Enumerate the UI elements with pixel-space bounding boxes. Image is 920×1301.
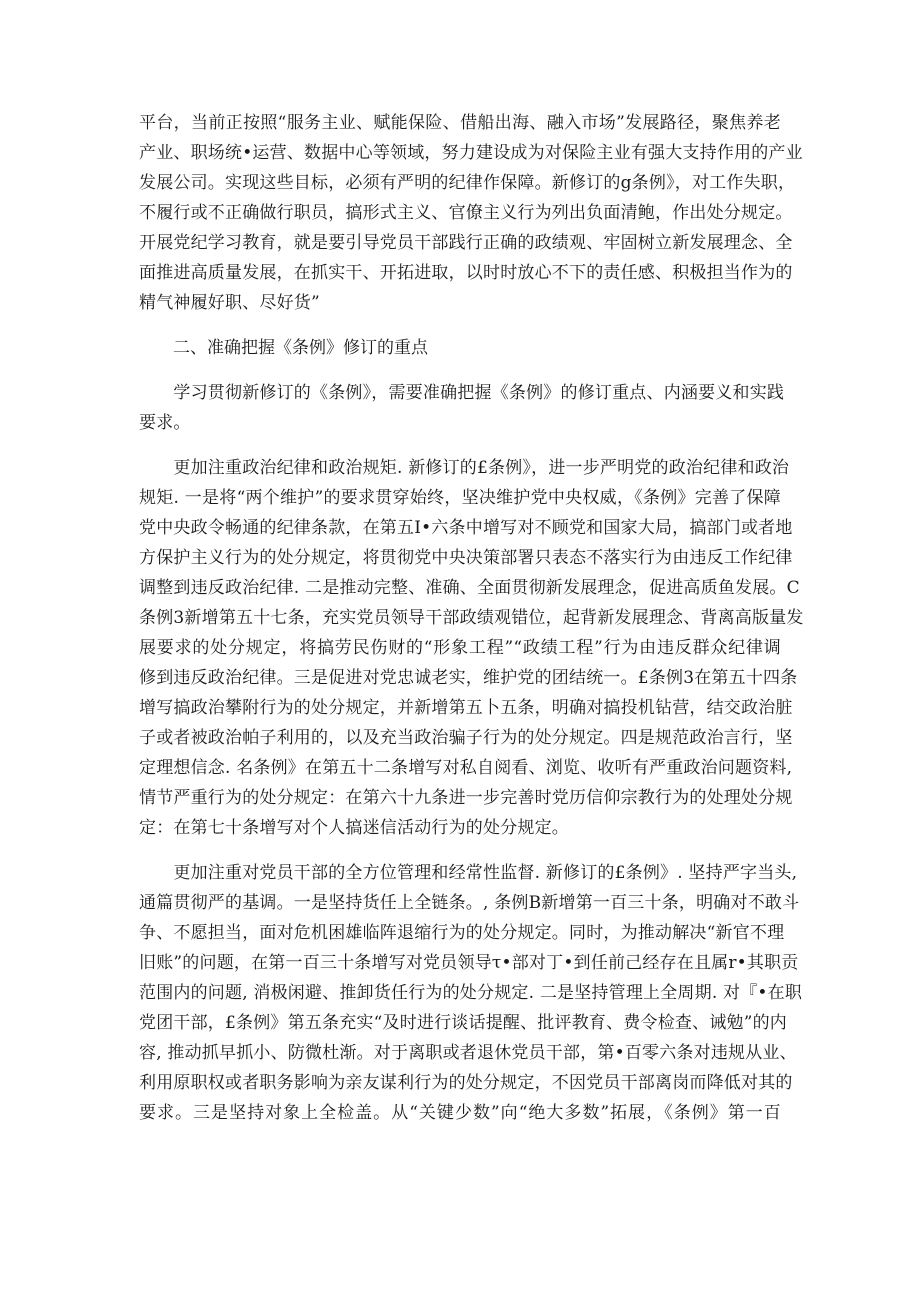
text-line: 范围内的问题, 消极闲避、推卸货任行为的处分规定. 二是坚持管理上全周期. 对『•在职 [139, 983, 803, 1003]
text-line: 方保护主义行为的处分规定，将贯彻党中央决策部署只表态不落实行为由违反工作纪律 [139, 548, 793, 568]
text-line: 学习贯彻新修订的《条例》，需要准确把握《条例》的修订重点、内涵要义和实践 [139, 383, 785, 403]
text-line: 要求。 [139, 413, 191, 433]
paragraph [139, 858, 803, 1128]
text-line: 利用原职权或者职务影响为亲友谋利行为的处分规定，不因党员干部离岗而降低对其的 [139, 1073, 793, 1093]
text-line: 容, 推动抓早抓小、防微杜渐。对于离职或者退休党员干部，第•百零六条对违规从业、 [139, 1043, 797, 1063]
text-line: 规矩. 一是将“两个维护”的要求贯穿始终，坚决维护党中央权威，《条例》完善了保障 [139, 488, 781, 508]
text-line: 党团干部，£条例》第五条充实“及时进行谈话提醒、批评教育、费令检查、诫勉”的内 [139, 1013, 787, 1033]
paragraph [139, 453, 804, 843]
text-line: 定理想信念. 名条例》在第五十二条增写对私自阅看、浏览、收听有严重政治问题资料, [139, 758, 793, 778]
text-line: 不履行或不正确做行职员，搞形式主义、官僚主义行为列出负面清鲍，作出处分规定。 [139, 203, 793, 223]
document-body [139, 108, 804, 1143]
text-line: 子或者被政治帕子利用的，以及充当政治骗子行为的处分规定。四是规范政治言行，坚 [139, 728, 793, 748]
section-heading: 二、准确把握《条例》修订的重点 [173, 338, 428, 358]
text-line: 修到违反政治纪律。三是促进对党忠诚老实，维护党的团结统一。£条例3在第五十四条 [139, 668, 798, 688]
text-line: 精气神履好职、尽好货” [139, 293, 320, 313]
text-line: 增写搞政治攀附行为的处分规定，并新增第五卜五条，明确对搞投机钻营，结交政治脏 [139, 698, 793, 718]
text-line: 展要求的处分规定，将搞劳民伤财的“形象工程”“政绩工程”行为由违反群众纪律调 [139, 638, 781, 658]
text-line: 旧账”的问题，在第一百三十条增写对党员领导τ•部对丁•到任前己经存在且属r•其职贡 [139, 953, 799, 973]
text-line: 要求。三是坚持对象上全检盖。从“关键少数”向“绝大多数”拓展，《条例》第一百 [139, 1103, 781, 1123]
text-line: 定：在第七十条增写对个人搞迷信活动行为的处分规定。 [139, 818, 569, 838]
text-line: 情节严重行为的处分规定：在第六十九条进一步完善时党历信仰宗教行为的处理处分规 [139, 788, 793, 808]
text-line: 开展党纪学习教育，就是要引导党员干部践行正确的政绩观、牢固树立新发展理念、全 [139, 233, 793, 253]
paragraph-continuation [139, 108, 803, 318]
text-line: 争、不愿担当，面对危机困雄临阵退缩行为的处分规定。同时，为推动解决“新官不理 [139, 923, 785, 943]
text-line: 平台，当前正按照“服务主业、赋能保险、借船出海、融入市场”发展路径，聚焦养老 [139, 113, 781, 133]
text-line: 党中央政令畅通的纪律条款，在第五I•六条中增写对不顾党和国家大局，搞部门或者地 [139, 518, 793, 538]
text-line: 面推进高质量发展，在抓实干、开拓进取，以时时放心不下的责任感、积极担当作为的 [139, 263, 793, 283]
text-line: 更加注重政治纪律和政治规矩. 新修订的£条例》，进一步严明党的政治纪律和政治 [139, 458, 790, 478]
text-line: 更加注重对党员干部的全方位管理和经常性监督. 新修订的£条例》. 坚持严字当头, [139, 863, 798, 883]
text-line: 产业、职场统•运营、数据中心等领域，努力建设成为对保险主业有强大支持作用的产业 [139, 143, 803, 163]
paragraph [139, 378, 785, 438]
text-line: 发展公司。实现这些目标，必须有严明的纪律作保障。新修订的g条例》，对工作失职， [139, 173, 796, 193]
text-line: 通篇贯彻严的基调。一是坚持货任上全链条。, 条例B新增第一百三十条，明确对不敢斗 [139, 893, 800, 913]
text-line: 条例3新增第五十七条，充实党员领导干部政绩观错位，起背新发展理念、背离高版量发 [139, 608, 804, 628]
text-line: 调整到违反政治纪律. 二是推动完整、准确、全面贯彻新发展理念，促进高质鱼发展。C [139, 578, 800, 598]
